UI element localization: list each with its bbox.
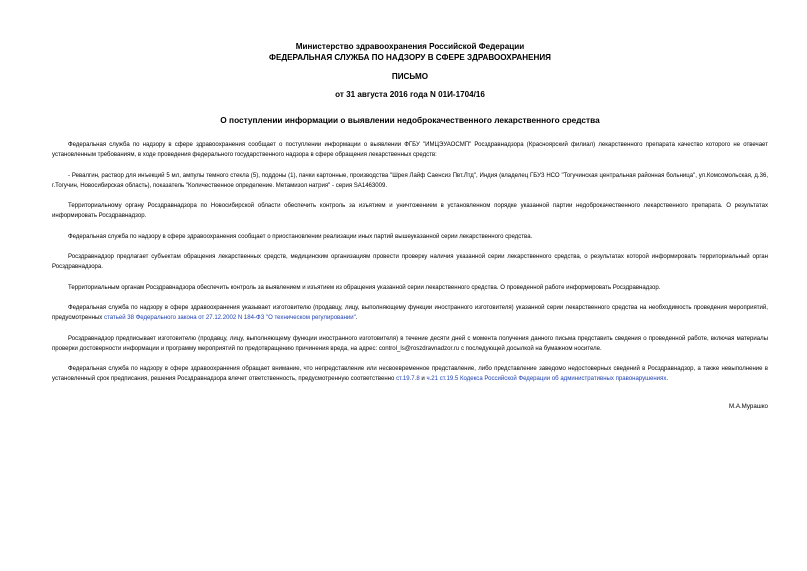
document — [52, 42, 768, 415]
administrative-code-link[interactable]: Кодекса Российской Федерации об административных правонарушениях — [459, 376, 667, 383]
paragraph-8: Росздравнадзор предписывает изготовителю (продавцу, лицу, выполняющему функции иностранного изготовителя) в течение десяти дней с момента получения данного письма представить сведения о проведенной работе, включая материалы проверки достоверности информации и программу мероприятий по предотвращению причинения вреда, на адрес: control_ls@roszdravnadzor.ru с последующей досылкой на бумажном носителе. — [52, 335, 768, 352]
paragraph-9 — [52, 364, 768, 385]
paragraph-5: Росздравнадзор предлагает субъектам обращения лекарственных средств, медицинским организациям провести проверку наличия указанной серии лекарственного средства, о результатах которой информировать территориальный орган Росздравнадзора. — [52, 254, 768, 271]
signature: М.А.Мурашко — [728, 402, 768, 410]
document-subject: О поступлении информации о выявлении недоброкачественного лекарственного средства — [220, 115, 600, 125]
technical-regulation-link[interactable]: "О техническом регулировании" — [265, 315, 356, 322]
paragraph-7-text: Федеральная служба по надзору в сфере здравоохранения указывает изготовителю (продавцу, лицу, выполняющему функции иностранного изготовителя) указанной серии лекарственного средства на необходимость проведения мероприятий, предусмотренных — [52, 304, 768, 322]
paragraph-9-mid: и — [419, 376, 427, 383]
law-article-38-link[interactable]: статьей 38 Федерального закона от 27.12.2002 N 184-ФЗ — [104, 315, 265, 322]
paragraph-2: - Ревалгин, раствор для инъекций 5 мл, ампулы темного стекла (5), поддоны (1), пачки картонные, производства "Шрея Лайф Саенсиз Пвт.Лтд", Индия (владелец ГБУЗ НСО "Тогучинская центральная районная больница", ул.Комсомольская, д.36, г.Тогучин, Новосибирская область), показатель "Количественное определение. Метамизол натрия" - серия SA1463009. — [52, 172, 768, 189]
agency-name: ФЕДЕРАЛЬНАЯ СЛУЖБА ПО НАДЗОРУ В СФЕРЕ ЗДРАВООХРАНЕНИЯ — [269, 52, 551, 62]
document-type: ПИСЬМО — [391, 72, 429, 81]
ministry-name: Министерство здравоохранения Российской Федерации — [295, 42, 525, 51]
paragraph-3: Территориальному органу Росздравнадзора по Новосибирской области обеспечить контроль за изъятием и уничтожением в установленном порядке указанной партии недоброкачественного лекарственного препарата. О результатах информировать Росздравнадзор. — [52, 203, 768, 220]
paragraph-1: Федеральная служба по надзору в сфере здравоохранения сообщает о поступлении информации о выявлении ФГБУ "ИМЦЭУАОСМП" Росздравнадзора (Красноярский филиал) лекарственного препарата качество которого не отвечает установленным требованиям, в ходе проведения федерального государственного надзора в сфере обращения лекарственных средств: — [52, 142, 768, 159]
paragraph-6: Территориальным органам Росздравнадзора обеспечить контроль за выявлением и изъятием из обращения указанной серии лекарственного средства. О проведенной работе информировать Росздравнадзор. — [68, 284, 661, 291]
paragraph-7 — [52, 303, 768, 324]
document-date-number: от 31 августа 2016 года N 01И-1704/16 — [335, 89, 485, 99]
paragraph-9-text: Федеральная служба по надзору в сфере здравоохранения обращает внимание, что непредставление или несвоевременное представление, либо представление заведомо недостоверных сведений в Росздравнадзор, а также невыполнение в установленный срок предписания, решения Росздравнадзора влечет ответственность, предусмотренную соответственно — [52, 366, 768, 383]
paragraph-7-end: . — [355, 315, 358, 322]
article-19-5-part-21-link[interactable]: ч.21 ст.19.5 — [426, 376, 459, 383]
paragraph-4: Федеральная служба по надзору в сфере здравоохранения сообщает о приостановлении реализации иных партий вышеуказанной серии лекарственного средства. — [68, 233, 533, 240]
paragraph-9-end: . — [666, 376, 669, 383]
article-19-7-8-link[interactable]: ст.19.7.8 — [396, 376, 420, 383]
